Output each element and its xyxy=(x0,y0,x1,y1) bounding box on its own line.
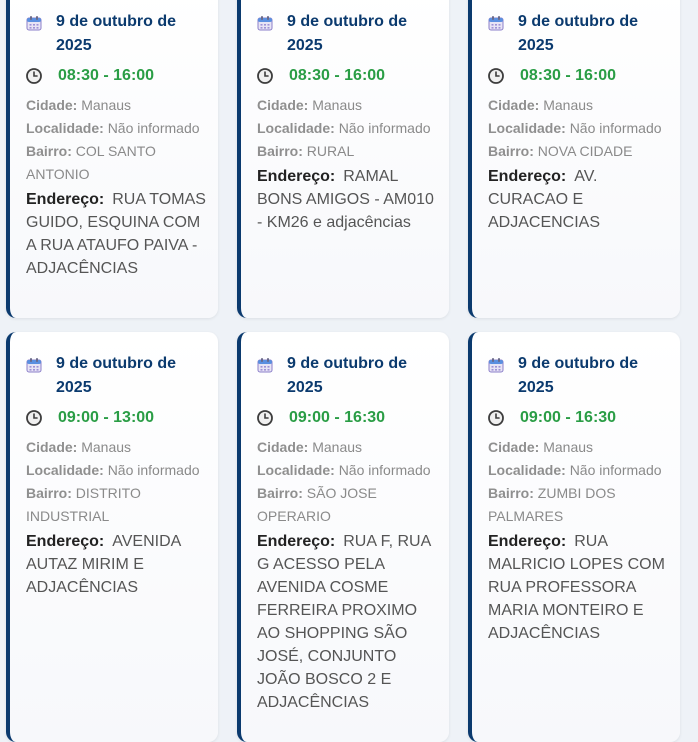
localidade-label: Localidade: xyxy=(26,462,104,478)
endereco-line xyxy=(488,530,672,645)
endereco-value: RUA MALRICIO LOPES COM RUA PROFESSORA MARIA MONTEIRO E ADJACÊNCIAS xyxy=(488,533,665,642)
endereco-line xyxy=(26,188,210,280)
outage-card xyxy=(468,0,680,318)
clock-icon xyxy=(488,68,504,84)
cidade-value: Manaus xyxy=(312,439,363,455)
endereco-label: Endereço: xyxy=(257,533,336,550)
localidade-line xyxy=(488,459,672,482)
bairro-label: Bairro: xyxy=(257,143,303,159)
bairro-label: Bairro: xyxy=(488,485,534,501)
time-range: 08:30 - 16:00 xyxy=(520,67,617,84)
clock-icon xyxy=(26,68,42,84)
time-range: 08:30 - 16:00 xyxy=(58,67,155,84)
bairro-label: Bairro: xyxy=(257,485,303,501)
cidade-line xyxy=(488,436,672,459)
localidade-label: Localidade: xyxy=(26,120,104,136)
cidade-label: Cidade: xyxy=(26,439,78,455)
clock-icon xyxy=(26,410,42,426)
time-row xyxy=(257,64,441,88)
outage-card xyxy=(468,332,680,742)
endereco-value: RUA F, RUA G ACESSO PELA AVENIDA COSME FERREIRA PROXIMO AO SHOPPING SÃO JOSÉ, CONJUNTO JOÃO BOSCO 2 E ADJACÊNCIAS xyxy=(257,533,431,711)
localidade-line xyxy=(26,117,210,140)
endereco-line xyxy=(26,530,210,599)
bairro-line xyxy=(488,482,672,528)
bairro-label: Bairro: xyxy=(488,143,534,159)
bairro-line xyxy=(26,482,210,528)
date-text: 9 de outubro de 2025 xyxy=(56,13,176,54)
endereco-label: Endereço: xyxy=(488,168,567,185)
cidade-value: Manaus xyxy=(543,97,594,113)
bairro-line xyxy=(488,140,672,163)
date-text: 9 de outubro de 2025 xyxy=(518,355,638,396)
cidade-value: Manaus xyxy=(312,97,363,113)
localidade-value: Não informado xyxy=(338,120,431,136)
calendar-icon xyxy=(26,357,42,373)
outage-card xyxy=(6,0,218,318)
localidade-line xyxy=(257,459,441,482)
endereco-value: RUA TOMAS GUIDO, ESQUINA COM A RUA ATAUFO PAIVA - ADJACÊNCIAS xyxy=(26,191,206,277)
cidade-label: Cidade: xyxy=(257,439,309,455)
date-text: 9 de outubro de 2025 xyxy=(518,13,638,54)
clock-icon xyxy=(488,410,504,426)
localidade-label: Localidade: xyxy=(488,462,566,478)
time-range: 08:30 - 16:00 xyxy=(289,67,386,84)
cidade-label: Cidade: xyxy=(488,97,540,113)
localidade-line xyxy=(257,117,441,140)
date-text: 9 de outubro de 2025 xyxy=(287,13,407,54)
cidade-line xyxy=(257,94,441,117)
bairro-line xyxy=(26,140,210,186)
outage-card xyxy=(237,0,449,318)
bairro-label: Bairro: xyxy=(26,485,72,501)
endereco-line xyxy=(488,165,672,234)
date-row xyxy=(257,352,441,400)
endereco-label: Endereço: xyxy=(257,168,336,185)
calendar-icon xyxy=(26,15,42,31)
time-row xyxy=(488,406,672,430)
bairro-value: SÃO JOSE OPERARIO xyxy=(257,485,377,524)
time-range: 09:00 - 13:00 xyxy=(58,409,155,426)
localidade-label: Localidade: xyxy=(257,462,335,478)
cidade-line xyxy=(488,94,672,117)
calendar-icon xyxy=(257,15,273,31)
date-text: 9 de outubro de 2025 xyxy=(287,355,407,396)
endereco-value: AV. CURACAO E ADJACENCIAS xyxy=(488,168,601,231)
cidade-label: Cidade: xyxy=(26,97,78,113)
date-row xyxy=(257,10,441,58)
bairro-line xyxy=(257,482,441,528)
localidade-line xyxy=(26,459,210,482)
localidade-value: Não informado xyxy=(569,120,662,136)
cidade-line xyxy=(26,94,210,117)
localidade-value: Não informado xyxy=(107,462,200,478)
endereco-value: AVENIDA AUTAZ MIRIM E ADJACÊNCIAS xyxy=(26,533,181,596)
endereco-line xyxy=(257,530,441,714)
bairro-value: COL SANTO ANTONIO xyxy=(26,143,156,182)
date-row xyxy=(26,352,210,400)
cidade-line xyxy=(26,436,210,459)
clock-icon xyxy=(257,410,273,426)
time-row xyxy=(26,64,210,88)
bairro-value: RURAL xyxy=(306,143,355,159)
endereco-label: Endereço: xyxy=(26,191,105,208)
localidade-value: Não informado xyxy=(107,120,200,136)
localidade-line xyxy=(488,117,672,140)
localidade-label: Localidade: xyxy=(257,120,335,136)
endereco-label: Endereço: xyxy=(488,533,567,550)
time-range: 09:00 - 16:30 xyxy=(289,409,386,426)
endereco-line xyxy=(257,165,441,234)
localidade-value: Não informado xyxy=(569,462,662,478)
cidade-label: Cidade: xyxy=(488,439,540,455)
endereco-label: Endereço: xyxy=(26,533,105,550)
calendar-icon xyxy=(488,357,504,373)
cidade-value: Manaus xyxy=(543,439,594,455)
bairro-value: ZUMBI DOS PALMARES xyxy=(488,485,616,524)
endereco-value: RAMAL BONS AMIGOS - AM010 - KM26 e adjacências xyxy=(257,168,434,231)
cidade-line xyxy=(257,436,441,459)
cidade-label: Cidade: xyxy=(257,97,309,113)
cidade-value: Manaus xyxy=(81,439,132,455)
calendar-icon xyxy=(488,15,504,31)
outage-card xyxy=(6,332,218,742)
bairro-value: DISTRITO INDUSTRIAL xyxy=(26,485,141,524)
localidade-value: Não informado xyxy=(338,462,431,478)
calendar-icon xyxy=(257,357,273,373)
bairro-line xyxy=(257,140,441,163)
date-text: 9 de outubro de 2025 xyxy=(56,355,176,396)
cidade-value: Manaus xyxy=(81,97,132,113)
date-row xyxy=(26,10,210,58)
clock-icon xyxy=(257,68,273,84)
time-row xyxy=(26,406,210,430)
time-range: 09:00 - 16:30 xyxy=(520,409,617,426)
bairro-value: NOVA CIDADE xyxy=(537,143,633,159)
localidade-label: Localidade: xyxy=(488,120,566,136)
time-row xyxy=(488,64,672,88)
date-row xyxy=(488,352,672,400)
date-row xyxy=(488,10,672,58)
bairro-label: Bairro: xyxy=(26,143,72,159)
time-row xyxy=(257,406,441,430)
outage-card xyxy=(237,332,449,742)
